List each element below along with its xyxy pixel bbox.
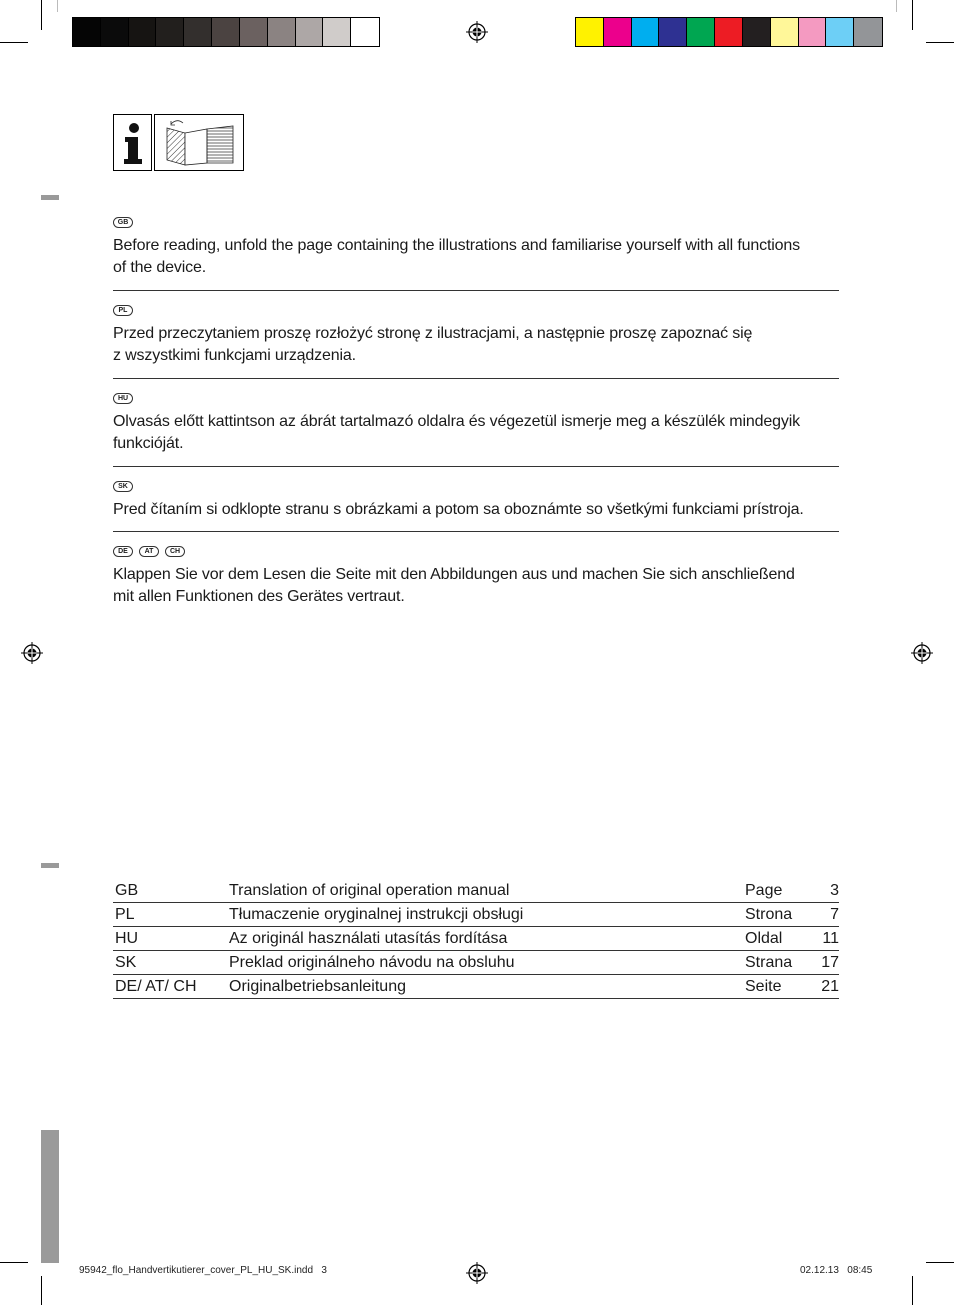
instruction-text: Olvasás előtt kattintson az ábrát tartalmazó oldalra és végezetül ismerje meg a készülék mindegyik funkcióját. [113, 413, 800, 452]
table-of-contents [113, 879, 839, 999]
language-section-gb [113, 217, 865, 279]
edge-tab [41, 1130, 59, 1263]
registration-mark-icon [466, 21, 488, 43]
divider [113, 378, 839, 379]
toc-page-number: 3 [813, 879, 839, 903]
color-swatch [212, 18, 240, 46]
instruction-text: Before reading, unfold the page containing the illustrations and familiarise yourself with all functions of the device. [113, 237, 801, 276]
color-swatch [826, 18, 854, 46]
toc-title: Tłumaczenie oryginalnej instrukcji obsługi [229, 903, 745, 927]
language-section-sk [113, 481, 865, 521]
toc-language: DE/ AT/ CH [113, 975, 229, 999]
divider [113, 290, 839, 291]
color-swatch [659, 18, 687, 46]
toc-title: Preklad originálneho návodu na obsluhu [229, 951, 745, 975]
color-swatch [687, 18, 715, 46]
language-badge: HU [113, 393, 133, 404]
toc-page-label: Strana [745, 951, 813, 975]
toc-page-number: 21 [813, 975, 839, 999]
color-swatch [576, 18, 604, 46]
color-swatch [632, 18, 660, 46]
footer-datetime: 02.12.13 08:45 [800, 1265, 873, 1276]
color-swatch [854, 18, 882, 46]
toc-page-label: Strona [745, 903, 813, 927]
language-badges [113, 393, 865, 405]
language-section-pl [113, 305, 865, 367]
divider [113, 531, 839, 532]
toc-page-number: 17 [813, 951, 839, 975]
toc-page-number: 11 [813, 927, 839, 951]
language-section-hu [113, 393, 865, 455]
table-row [113, 879, 839, 903]
toc-page-number: 7 [813, 903, 839, 927]
table-row [113, 903, 839, 927]
toc-title: Az originál használati utasítás fordítása [229, 927, 745, 951]
color-swatch [743, 18, 771, 46]
language-badge: AT [139, 546, 159, 557]
language-badges [113, 481, 865, 493]
color-swatch [771, 18, 799, 46]
info-icon [113, 114, 152, 171]
language-badge: DE [113, 546, 133, 557]
color-swatch [184, 18, 212, 46]
table-row [113, 951, 839, 975]
toc-page-label: Page [745, 879, 813, 903]
color-swatch [799, 18, 827, 46]
color-swatch [240, 18, 268, 46]
language-section-de [113, 546, 865, 608]
color-swatch [604, 18, 632, 46]
table-row [113, 975, 839, 999]
toc-page-label: Seite [745, 975, 813, 999]
instruction-text: Klappen Sie vor dem Lesen die Seite mit den Abbildungen aus und machen Sie sich anschließend mit allen Funktionen des Gerätes vertraut. [113, 566, 795, 605]
registration-mark-icon [466, 1262, 488, 1284]
toc-language: GB [113, 879, 229, 903]
color-swatch [73, 18, 101, 46]
color-swatch [296, 18, 324, 46]
language-badges [113, 217, 865, 229]
registration-mark-icon [21, 642, 43, 664]
gray-color-bar [72, 17, 380, 47]
color-swatch [351, 18, 379, 46]
color-swatch [101, 18, 129, 46]
color-swatch [129, 18, 157, 46]
instruction-text: Pred čítaním si odklopte stranu s obrázkami a potom sa oboznámte so všetkými funkciami prístroja. [113, 501, 804, 518]
process-color-bar [575, 17, 883, 47]
toc-language: HU [113, 927, 229, 951]
language-badge: SK [113, 481, 133, 492]
language-badge: PL [113, 305, 133, 316]
language-badge: GB [113, 217, 133, 228]
toc-page-label: Oldal [745, 927, 813, 951]
color-swatch [715, 18, 743, 46]
registration-mark-icon [911, 642, 933, 664]
fold-marker [41, 195, 59, 200]
divider [113, 466, 839, 467]
info-icons [113, 114, 244, 171]
footer-filename: 95942_flo_Handvertikutierer_cover_PL_HU_SK.indd 3 [79, 1265, 327, 1276]
instruction-text: Przed przeczytaniem proszę rozłożyć stronę z ilustracjami, a następnie proszę zapoznać się z wszystkimi funkcjami urządzenia. [113, 325, 753, 364]
language-badges [113, 305, 865, 317]
unfold-page-icon [154, 114, 244, 171]
language-badges [113, 546, 865, 558]
color-swatch [268, 18, 296, 46]
color-swatch [156, 18, 184, 46]
toc-title: Originalbetriebsanleitung [229, 975, 745, 999]
language-badge: CH [165, 546, 185, 557]
toc-title: Translation of original operation manual [229, 879, 745, 903]
toc-language: PL [113, 903, 229, 927]
toc-language: SK [113, 951, 229, 975]
table-row [113, 927, 839, 951]
fold-marker [41, 863, 59, 868]
color-swatch [323, 18, 351, 46]
